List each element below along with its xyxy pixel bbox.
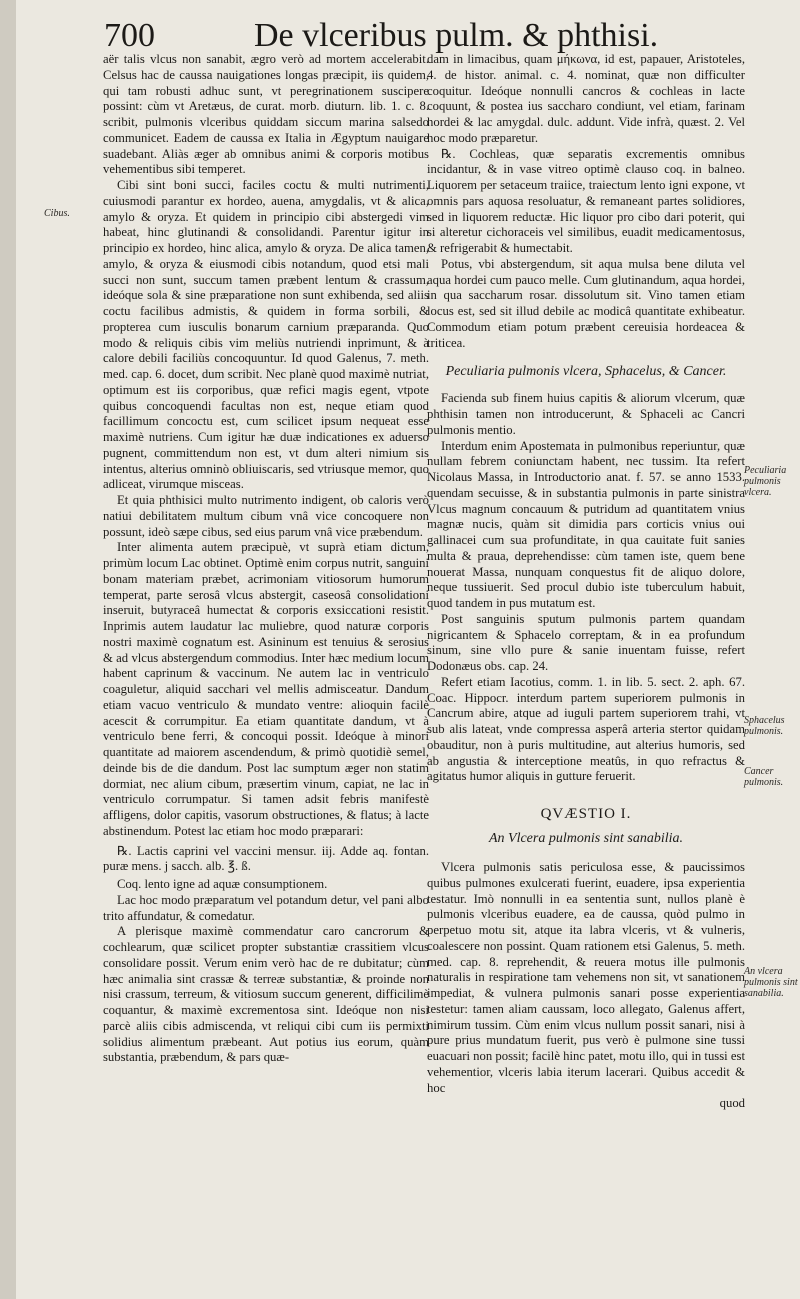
paragraph: Potus, vbi abstergendum, sit aqua mulsa bene diluta vel aqua hordei cum pauco melle. Cum glutinandum, aqua hordei, in qua saccharum rosar. dissolutum sit. Vino tamen etiam locus est, sed sit illud debile ac modicâ quantitate exhibeatur. Commodum etiam potum præbent cereuisia hordeacea & triticea.: [427, 256, 745, 350]
paragraph: dam in limacibus, quam μήκωνα, id est, papauer, Aristoteles, 4. de histor. animal. c. 4. nominat, quæ non difficulter coquitur. Ideóque nonnulli cancros & cochleas in lacte coquunt, & postea ius saccharo condiunt, vel etiam, farinam hordei & lac amygdal. dulc. addunt. Vide infrà, quæst. 2. Vel hoc modo præparetur.: [427, 52, 745, 145]
recipe-paragraph: ℞. Cochleas, quæ separatis excrementis omnibus incidantur, & in vase vitreo optimè clauso coq. in balneo. Liquorem per setaceum traiice, traiectum lento igni expone, vt omnis pars aquosa resoluatur, & remaneant partes solidiores, sed in liquorem reductæ. Hic liquor pro cibo dari poterit, qui si alteretur cichoraceis vel similibus, euadit medicamentosus, & refrigerabit & humectabit.: [427, 146, 745, 255]
paragraph: Inter alimenta autem præcipuè, vt suprà etiam dictum, primùm locum Lac obtinet. Optimè enim corpus nutrit, sanguini bonam materiam præbet, acrimoniam vitiosorum humorum temperat, parte serosâ vlcus abstergit, caseosâ consolidationi inseruit, butyraceâ humectat & corporis exsiccationi resistit. Inprimis autem laudatur lac muliebre, quod naturæ corporis nostri maximè cognatum est. Asininum est tenuius & serosius & ad vlcus abstergendum commodius. Inter hæc medium locum habent caprinum & vaccinum. Ne autem lac in ventriculo coaguletur, aliquid sacchari vel mellis admisceatur. Dandum etiam vacuo ventriculo & mundato ventre: alioquin facilè acescit & corrumpitur. Ea etiam quantitate dandum, vt à ventriculo bene ferri, & concoqui possit. Ideóque à minori quantitate ad maiorem ascendendum, & primò quotidiè semel, deinde bis de die dandum. Post lac sumptum æger non statim dormiat, nec alium cibum, præsertim vinum, capiat, ne lac in ventriculo corrumpatur. Si tamen adsit febris manifestè affligens, dolor capitis, vasorum obstructiones, & flatus; à lacte abstinendum. Potest lac etiam hoc modo præparari:: [103, 540, 429, 838]
left-column: [103, 52, 429, 1066]
catchword: quod: [719, 1096, 745, 1111]
binding-gutter: [0, 0, 16, 1299]
question-subtitle: An Vlcera pulmonis sint sanabilia.: [488, 831, 684, 846]
margin-note-peculiaria: Peculiaria pulmonis vlcera.: [744, 465, 787, 498]
paragraph: Facienda sub finem huius capitis & aliorum vlcerum, quæ phthisin tamen non introducerunt, & Sphaceli ac Cancri pulmonis mentio.: [427, 391, 745, 437]
recipe-line: Coq. lento igne ad aquæ consumptionem.: [116, 877, 328, 891]
paragraph: Refert etiam Iacotius, comm. 1. in lib. 5. sect. 2. aph. 67. Coac. Hippocr. interdum partem superiorem pulmonis in Cancrum abire, atque ad iuguli partem superiorem trahi, vt sub alis lateat, vnde compressa asperâ arteria stertor quidam obauditur, non à puris multitudine, aut alterius humoris, sed ab angustia & interceptione meatûs, in quo refractus & agitatus humor aliquis in gutture feruerit.: [427, 674, 745, 784]
right-column: [427, 52, 745, 1112]
recipe-line: ℞. Lactis caprini vel vaccini mensur. iij. Adde aq. fontan. puræ mens. j sacch. alb. ℥. ß.: [103, 843, 429, 874]
margin-note-cancer: Cancer pulmonis.: [744, 766, 784, 788]
question-title: QVÆSTIO I.: [540, 806, 632, 822]
paragraph: Et quia phthisici multo nutrimento indigent, ob caloris verò natiui debilitatem multum cibum vnâ vice concoquere non possunt, ideò sæpe cibus, sed eius parum vnâ vice præbendum.: [103, 493, 429, 539]
running-title: De vlceribus pulm. & phthisi.: [254, 17, 659, 54]
margin-note-an-vlcera: An vlcera pulmonis sint sanabilia.: [744, 966, 798, 999]
paragraph: Post sanguinis sputum pulmonis partem quandam nigricantem & Sphacelo correptam, & in ea profundum sinum, sine vllo pure & sanie inuentam fuisse, refert Dodonæus obs. cap. 24.: [427, 611, 745, 673]
paragraph: Cibi sint boni succi, faciles coctu & multi nutrimenti, cuiusmodi parantur ex hordeo, auena, amygdalis, vt & alica, amylo & oryza. Et quidem in principio cibi abstergedi vim habeat, hinc glutinandi & consolidandi. Parentur igitur in principio ex hordeo, hinc alica, amylo & oryza. De alica tamen, amylo, & oryza & eiusmodi cibis notandum, quod etsi mali succi non sunt, succum tamen præbent lentum & crassum, ideóque sola & sine præparatione non sunt exhibenda, sed aliis coctu facilibus admistis, & quidem in forma sorbili, & propterea cum iusculis bonarum carnium præparanda. Quo modo & reliquis cibis vim meliùs nutriendi inprimunt, & à calore debili faciliùs concoquuntur. Id quod Galenus, 7. meth. med. cap. 6. docet, dum scribit. Nec planè quod maximè nutriat, optimum est iis corporibus, quæ refici magis egent, vtpote quibus concoquendi facultas non est, neque etiam quod facillimum concoctu est, cum scilicet ipsum nequeat esse maximè nutriens. Cum igitur hæ duæ indicationes ex aduerso pugnent, committendum non est, vt dum alteri nimium sis intentus, alterius omninò obliuiscaris, sed vtriusque memor, quo adliceat, virumque misceas.: [103, 178, 429, 492]
section-heading: Peculiaria pulmonis vlcera, Sphacelus, & Cancer.: [445, 364, 727, 380]
paragraph: aër talis vlcus non sanabit, ægro verò ad mortem accelerabit. Celsus hac de caussa nauigationes longas præcipit, iis quidem, qui tam robusti adhuc sunt, vt peregrinationem suscipere possint: cùm vt Aretæus, de curat. morb. diuturn. lib. 1. c. 8. scribit, pulmonis vlceribus quiddam siccum marina salsedo communicet. Eadem de caussa ex Italia in Ægyptum nauigare suadebant. Aliàs æger ab omnibus animi & corporis motibus vehementibus sibi temperet.: [103, 52, 429, 177]
margin-note-cibus: Cibus.: [44, 208, 70, 219]
paragraph: Vlcera pulmonis satis periculosa esse, & paucissimos quibus pulmones exulcerati fuerint, euadere, ipsa experientia testatur. Imò nonnulli in ea sententia sunt, nullos planè è pulmonis vlceribus euadere, ea de caussa, quòd pulmo in perpetuo motu sit, atque ita labra vlceris, vt & vulneris, coalescere non possint. Quam rationem etsi Galenus, 5. meth. med. cap. 8. reprehendit, & reuera motus ille pulmonis naturalis in respiratione tam vehemens non sit, vt sanationem impediat, & vulnera pulmonis sanari posse experientia testetur: tamen aliam caussam, loco allegato, Galenus affert, nimirum tussim. Cùm enim vlcus nullum possit sanari, nisi à pure prius mundatum fuerit, pus verò è pulmone sine tussi euacuari non possit; facilè hinc patet, motu illo, qui in tussi est vehementior, vlceris labia iterum lacerari. Quibus accedit & hoc: [427, 860, 745, 1095]
page-number: 700: [104, 17, 155, 54]
paragraph: Lac hoc modo præparatum vel potandum detur, vel pani albo trito affundatur, & comedatur.: [103, 892, 429, 923]
paragraph: Interdum enim Apostemata in pulmonibus reperiuntur, quæ nullam febrem coniunctam habent, nec tussim. Ita refert Nicolaus Massa, in Introductorio anat. f. 57. se anno 1533. quendam secuisse, & in substantia pulmonis in parte sinistra Vlcus magnum concauum & putridum ad quantitatem vnius magnæ nucis, quàm sit dimidia pars corticis vnius oui gallinacei cum sua profunditate, in qua cauitate fuit sanies multa & praua, deprehendisse: cùm tamen iste, quem bene nouerat Massa, nunquam conquestus fit de aliquo dolore, neque tussiuerit. Sed procul dubio iste tuberculum habuit, quod tandem in pus mutatum est.: [427, 438, 745, 610]
paragraph: A plerisque maximè commendatur caro cancrorum & cochlearum, quæ scilicet propter substantiæ crassitiem vlcus consolidare possit. Verum enim verò hac de re dubitatur; cùm hæc animalia sint crassæ & terreæ substantiæ, & proinde non nisi crassum, terreum, & vitiosum succum generent, difficilimè coquantur, & maximè excrementosa sint. Ideóque non nisi parcè aliis cibis admiscenda, vt reliqui cibi cum iis permixti solidius alimentum præbeant. Aut potius ius eorum, quàm substantia, præbendum, & pars quæ-: [103, 924, 429, 1065]
margin-note-sphacelus: Sphacelus pulmonis.: [744, 715, 785, 737]
